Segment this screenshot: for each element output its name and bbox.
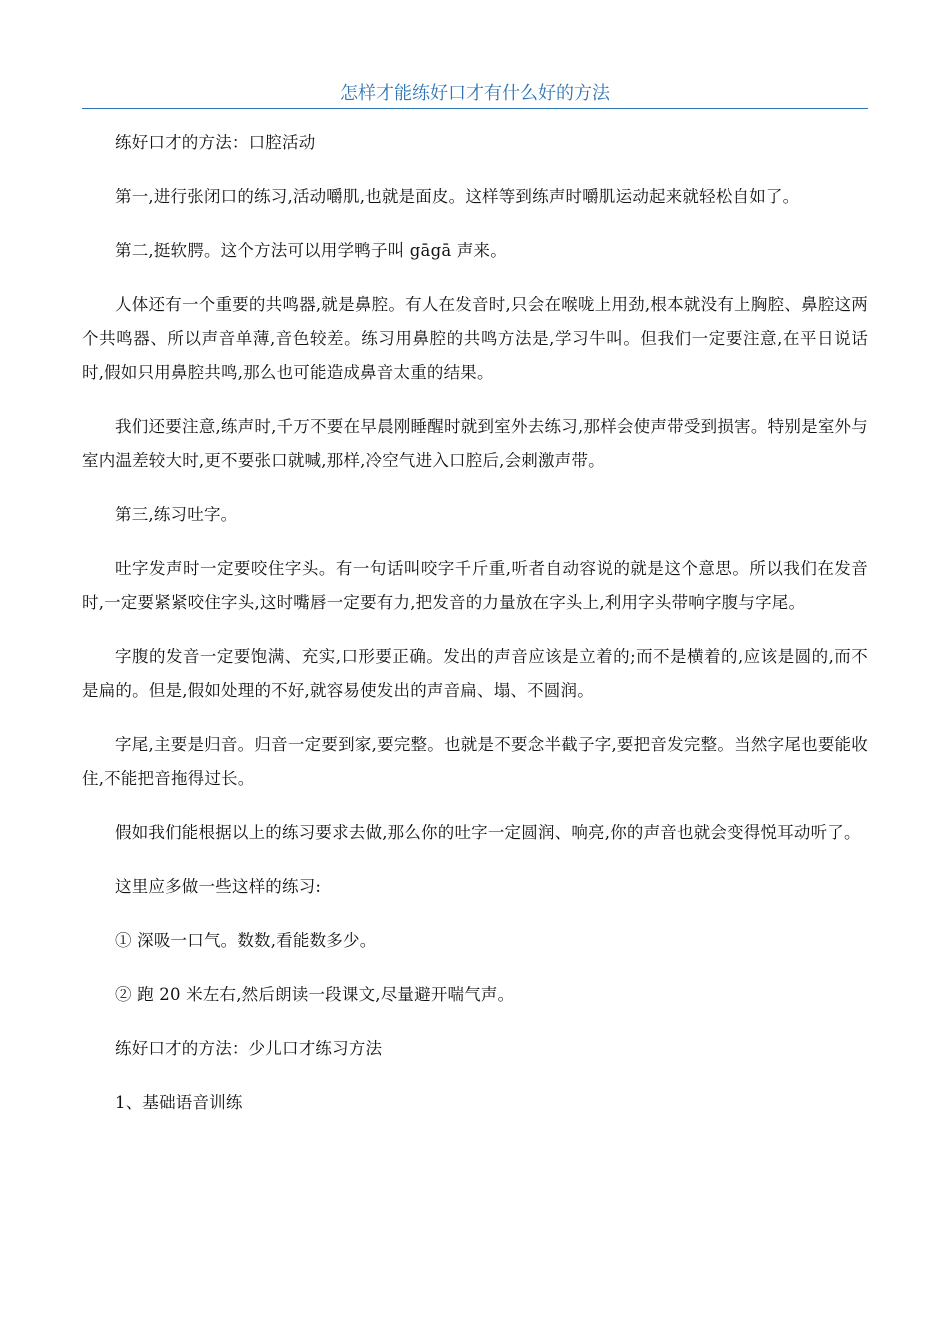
list-item-practice-2: ② 跑 20 米左右,然后朗读一段课文,尽量避开喘气声。 <box>115 985 515 1004</box>
header-divider <box>82 108 868 109</box>
subheading-basic-training: 1、基础语音训练 <box>115 1093 243 1112</box>
document-body <box>82 126 868 1140</box>
paragraph-practice-intro: 这里应多做一些这样的练习: <box>115 877 322 896</box>
paragraph-word-tail: 字尾,主要是归音。归音一定要到家,要完整。也就是不要念半截子字,要把音发完整。当然字尾也要能收住,不能把音拖得过长。 <box>82 735 868 788</box>
paragraph-result: 假如我们能根据以上的练习要求去做,那么你的吐字一定圆润、响亮,你的声音也就会变得悦耳动听了。 <box>115 823 861 842</box>
page-title: 怎样才能练好口才有什么好的方法 <box>340 83 610 104</box>
paragraph-step-three: 第三,练习吐字。 <box>115 505 238 524</box>
paragraph-step-one: 第一,进行张闭口的练习,活动嚼肌,也就是面皮。这样等到练声时嚼肌运动起来就轻松自如了。 <box>115 187 800 206</box>
section-heading-oral-activity: 练好口才的方法：口腔活动 <box>115 133 316 152</box>
page-header <box>82 0 868 110</box>
paragraph-step-two: 第二,挺软腭。这个方法可以用学鸭子叫 gāgā 声来。 <box>115 241 507 260</box>
paragraph-voice-caution: 我们还要注意,练声时,千万不要在早晨刚睡醒时就到室外去练习,那样会使声带受到损害。特别是室外与室内温差较大时,更不要张口就喊,那样,冷空气进入口腔后,会刺激声带。 <box>82 417 868 470</box>
document-page <box>82 0 868 1112</box>
paragraph-nasal-resonance: 人体还有一个重要的共鸣器,就是鼻腔。有人在发音时,只会在喉咙上用劲,根本就没有上胸腔、鼻腔这两个共鸣器、所以声音单薄,音色较差。练习用鼻腔的共鸣方法是,学习牛叫。但我们一定要注意,在平日说话时,假如只用鼻腔共鸣,那么也可能造成鼻音太重的结果。 <box>82 295 868 382</box>
paragraph-word-belly: 字腹的发音一定要饱满、充实,口形要正确。发出的声音应该是立着的;而不是横着的,应该是圆的,而不是扁的。但是,假如处理的不好,就容易使发出的声音扁、塌、不圆润。 <box>82 647 868 700</box>
paragraph-word-head: 吐字发声时一定要咬住字头。有一句话叫咬字千斤重,听者自动容说的就是这个意思。所以我们在发音时,一定要紧紧咬住字头,这时嘴唇一定要有力,把发音的力量放在字头上,利用字头带响字腹与字尾。 <box>82 559 868 612</box>
list-item-practice-1: ① 深吸一口气。数数,看能数多少。 <box>115 931 377 950</box>
section-heading-children: 练好口才的方法：少儿口才练习方法 <box>115 1039 383 1058</box>
